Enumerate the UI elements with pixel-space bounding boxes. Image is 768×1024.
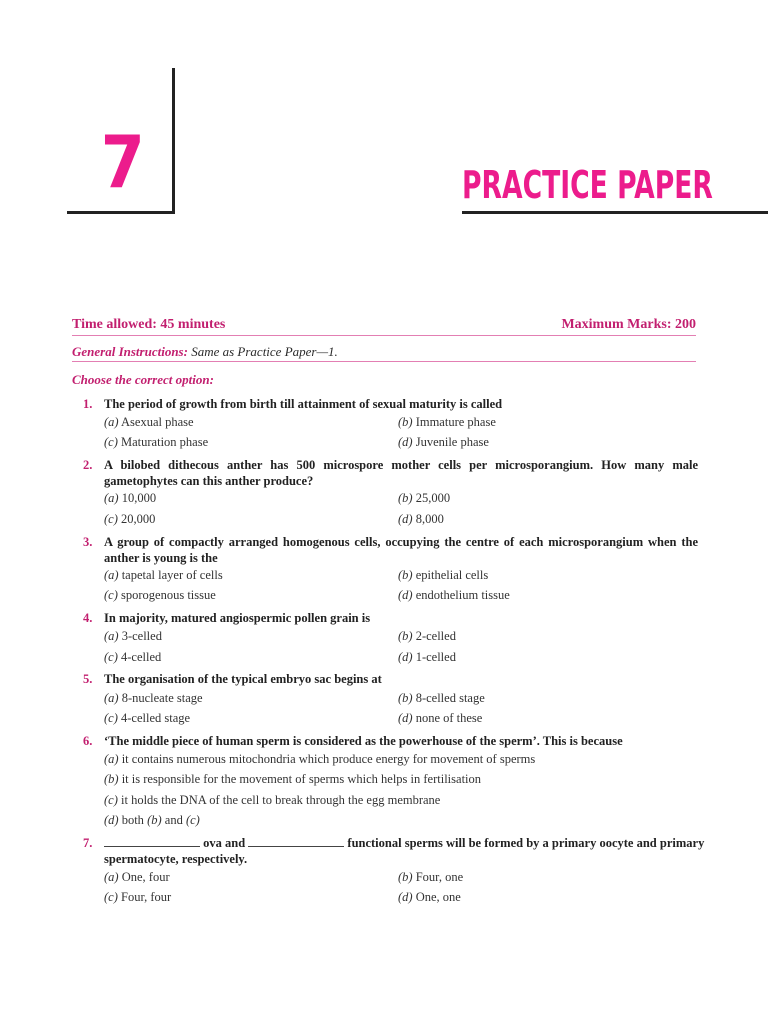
question-text: The organisation of the typical embryo sac begins at (104, 672, 382, 686)
question-number: 3. (83, 535, 93, 549)
option-item: (d) 8,000 (398, 512, 444, 526)
time-allowed: Time allowed: 45 minutes (72, 317, 226, 332)
option-item: (b) Four, one (398, 870, 464, 884)
header-right-rule (462, 211, 768, 214)
page-title: PRACTICE PAPER (462, 163, 713, 207)
answer-blank (104, 836, 200, 847)
option-item: (d) both (b) and (c) (104, 813, 200, 827)
question-number: 7. (83, 836, 93, 850)
option-item: (c) sporogenous tissue (104, 588, 216, 602)
option-item: (c) 20,000 (104, 512, 156, 526)
option-item: (a) tapetal layer of cells (104, 568, 223, 582)
option-item: (c) 4-celled (104, 650, 162, 664)
option-item: (c) Maturation phase (104, 435, 209, 449)
question-number: 1. (83, 397, 93, 411)
option-item: (b) 25,000 (398, 491, 451, 505)
option-item: (c) it holds the DNA of the cell to break through the egg membrane (104, 793, 441, 807)
option-item: (a) Asexual phase (104, 415, 194, 429)
question-number: 5. (83, 672, 93, 686)
question-text: The period of growth from birth till attainment of sexual maturity is called (104, 397, 503, 411)
option-item: (d) 1-celled (398, 650, 456, 664)
question-text: ova and functional sperms will be formed by a primary oocyte and primary (104, 835, 698, 851)
option-item: (b) it is responsible for the movement of sperms which helps in fertilisation (104, 772, 482, 786)
maximum-marks: Maximum Marks: 200 (561, 317, 696, 332)
header-left-rule (67, 211, 175, 214)
header-vertical-rule (172, 68, 175, 214)
option-item: (d) endothelium tissue (398, 588, 510, 602)
option-item: (a) 8-nucleate stage (104, 691, 203, 705)
option-item: (b) 8-celled stage (398, 691, 485, 705)
option-item: (b) Immature phase (398, 415, 496, 429)
option-item: (a) 3-celled (104, 629, 162, 643)
option-item: (d) One, one (398, 890, 461, 904)
option-item: (b) epithelial cells (398, 568, 489, 582)
question-text: A group of compactly arranged homogenous cells, occupying the centre of each microsporangium when the anther is young is the (104, 535, 698, 565)
question-text-continued: spermatocyte, respectively. (104, 852, 248, 866)
option-item: (a) it contains numerous mitochondria which produce energy for movement of sperms (104, 752, 536, 766)
question-text: ‘The middle piece of human sperm is considered as the powerhouse of the sperm’. This is because (104, 734, 623, 748)
question-text: In majority, matured angiospermic pollen grain is (104, 611, 371, 625)
exam-info-row (72, 315, 696, 336)
instructions-label: General Instructions: (72, 344, 188, 359)
answer-blank (248, 836, 344, 847)
chapter-number: 7 (100, 120, 145, 204)
instructions-text: Same as Practice Paper—1. (191, 344, 338, 359)
option-item: (c) 4-celled stage (104, 711, 191, 725)
option-item: (a) 10,000 (104, 491, 157, 505)
question-text: A bilobed dithecous anther has 500 microspore mother cells per microsporangium. How many male gametophytes can this anther produce? (104, 458, 698, 488)
general-instructions (72, 343, 696, 362)
option-item: (d) Juvenile phase (398, 435, 489, 449)
option-item: (c) Four, four (104, 890, 172, 904)
option-item: (a) One, four (104, 870, 170, 884)
option-item: (b) 2-celled (398, 629, 456, 643)
question-number: 4. (83, 611, 93, 625)
question-number: 6. (83, 734, 93, 748)
section-title: Choose the correct option: (72, 372, 214, 387)
question-number: 2. (83, 458, 93, 472)
option-item: (d) none of these (398, 711, 483, 725)
